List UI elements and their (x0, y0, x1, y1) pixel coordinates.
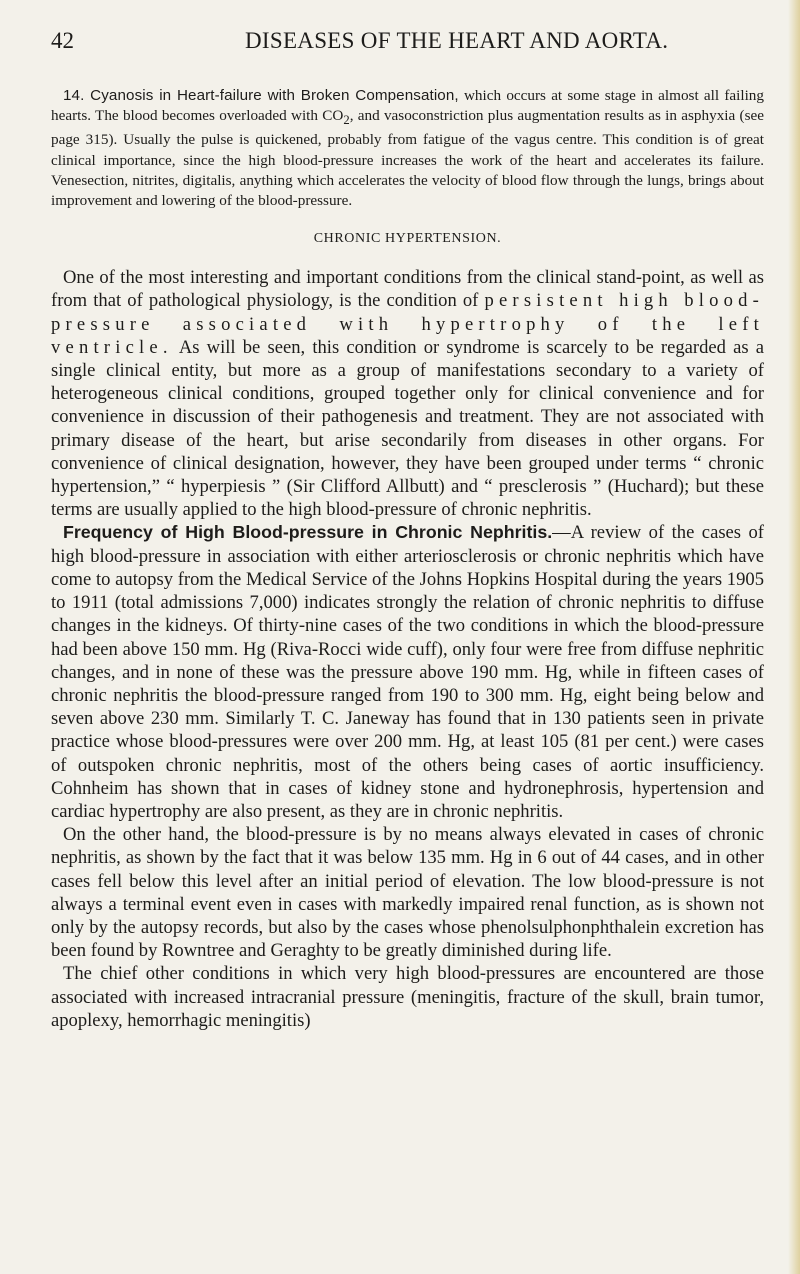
paragraph-14-text-a: which occurs at some stage in almost all failing hearts. The blood becomes overloaded with CO (51, 87, 764, 125)
intro-paragraph (51, 266, 764, 521)
running-title: DISEASES OF THE HEART AND AORTA. (245, 28, 669, 53)
page-edge-shading (788, 0, 800, 1274)
paragraph-14-text-b: , and vasoconstriction plus augmentation results as in asphyxia (see page 315). Usually the pulse is quickened, probably from fatigue of the vagus centre. This condition is of great clinical importance, since the high blood-pressure increases the work of the heart and accelerates its failure. Venesection, nitrites, digitalis, anything which accelerates the velocity of blood flow through the lungs, brings about improvement and lowering of the blood-pressure. (51, 107, 764, 210)
frequency-text: —A review of the cases of high blood-pressure in association with either arteriosclerosis or chronic nephritis which have come to autopsy from the Medical Service of the Johns Hopkins Hospital during the years 1905 to 1911 (total admissions 7,000) indicates strongly the relation of chronic nephritis to diffuse changes in the kidneys. Of thirty-nine cases of the two conditions in which the blood-pressure had been above 150 mm. Hg (Riva-Rocci wide cuff), only four were free from diffuse nephritic changes, and in none of these was the pressure above 190 mm. Hg, while in fifteen cases of chronic nephritis the blood-pressure ranged from 190 to 300 mm. Hg, eight being below and seven above 230 mm. Similarly T. C. Janeway has found that in 130 patients seen in private practice whose blood-pressures were over 200 mm. Hg, at least 105 (81 per cent.) were cases of outspoken chronic nephritis, most of the others being cases of aortic insufficiency. Cohnheim has shown that in cases of kidney stone and hydronephrosis, hypertension and cardiac hypertrophy are also present, as they are in chronic nephritis. (51, 522, 764, 822)
other-hand-paragraph: On the other hand, the blood-pressure is by no means always elevated in cases of chronic nephritis, as shown by the fact that it was below 135 mm. Hg in 6 out of 44 cases, and in other cases fell below this level after an initial period of elevation. The low blood-pressure is not always a terminal event even in cases with markedly impaired renal function, as is shown not only by the autopsy records, but also by the cases whose phenolsulphonphthalein excretion has been found by Rowntree and Geraghty to be greatly diminished during life. (51, 824, 764, 962)
paragraph-14-lead: 14. Cyanosis in Heart-failure with Broken Compensation, (63, 87, 459, 104)
chief-other-paragraph: The chief other conditions in which very high blood-pressures are encountered are those associated with increased intracranial pressure (meningitis, fracture of the skull, brain tumor, apoplexy, hemorrhagic meningitis) (51, 963, 764, 1031)
intro-text-b: As will be seen, this condition or syndrome is scarcely to be regarded as a single clinical entity, but more as a group of manifestations secondary to a variety of heterogeneous clinical conditions, grouped together only for clinical convenience and for convenience in discussion of their pathogenesis and treatment. They are not associated with primary disease of the heart, but arise secondarily from diseases in other organs. For convenience of clinical designation, however, they have been grouped under terms “ chronic hypertension,” “ hyperpiesis ” (Sir Clifford Allbutt) and “ presclerosis ” (Huchard); but these terms are usually applied to the high blood-pressure of chronic nephritis. (51, 336, 764, 521)
running-head (51, 28, 764, 68)
intro-spaced-emphasis: persistent high blood-pressure associated with hypertrophy of the left ventricle. (51, 290, 764, 358)
paragraph-14-cyanosis (51, 86, 764, 211)
frequency-paragraph (51, 521, 764, 823)
frequency-heading: Frequency of High Blood-pressure in Chronic Nephritis. (63, 522, 553, 543)
section-heading: CHRONIC HYPERTENSION. (313, 231, 502, 247)
intro-text-a: One of the most interesting and important conditions from the clinical stand-point, as well as from that of pathological physiology, is the condition of (51, 267, 764, 312)
page-number: 42 (51, 28, 74, 53)
paragraph-14-subscript: 2 (343, 113, 350, 128)
